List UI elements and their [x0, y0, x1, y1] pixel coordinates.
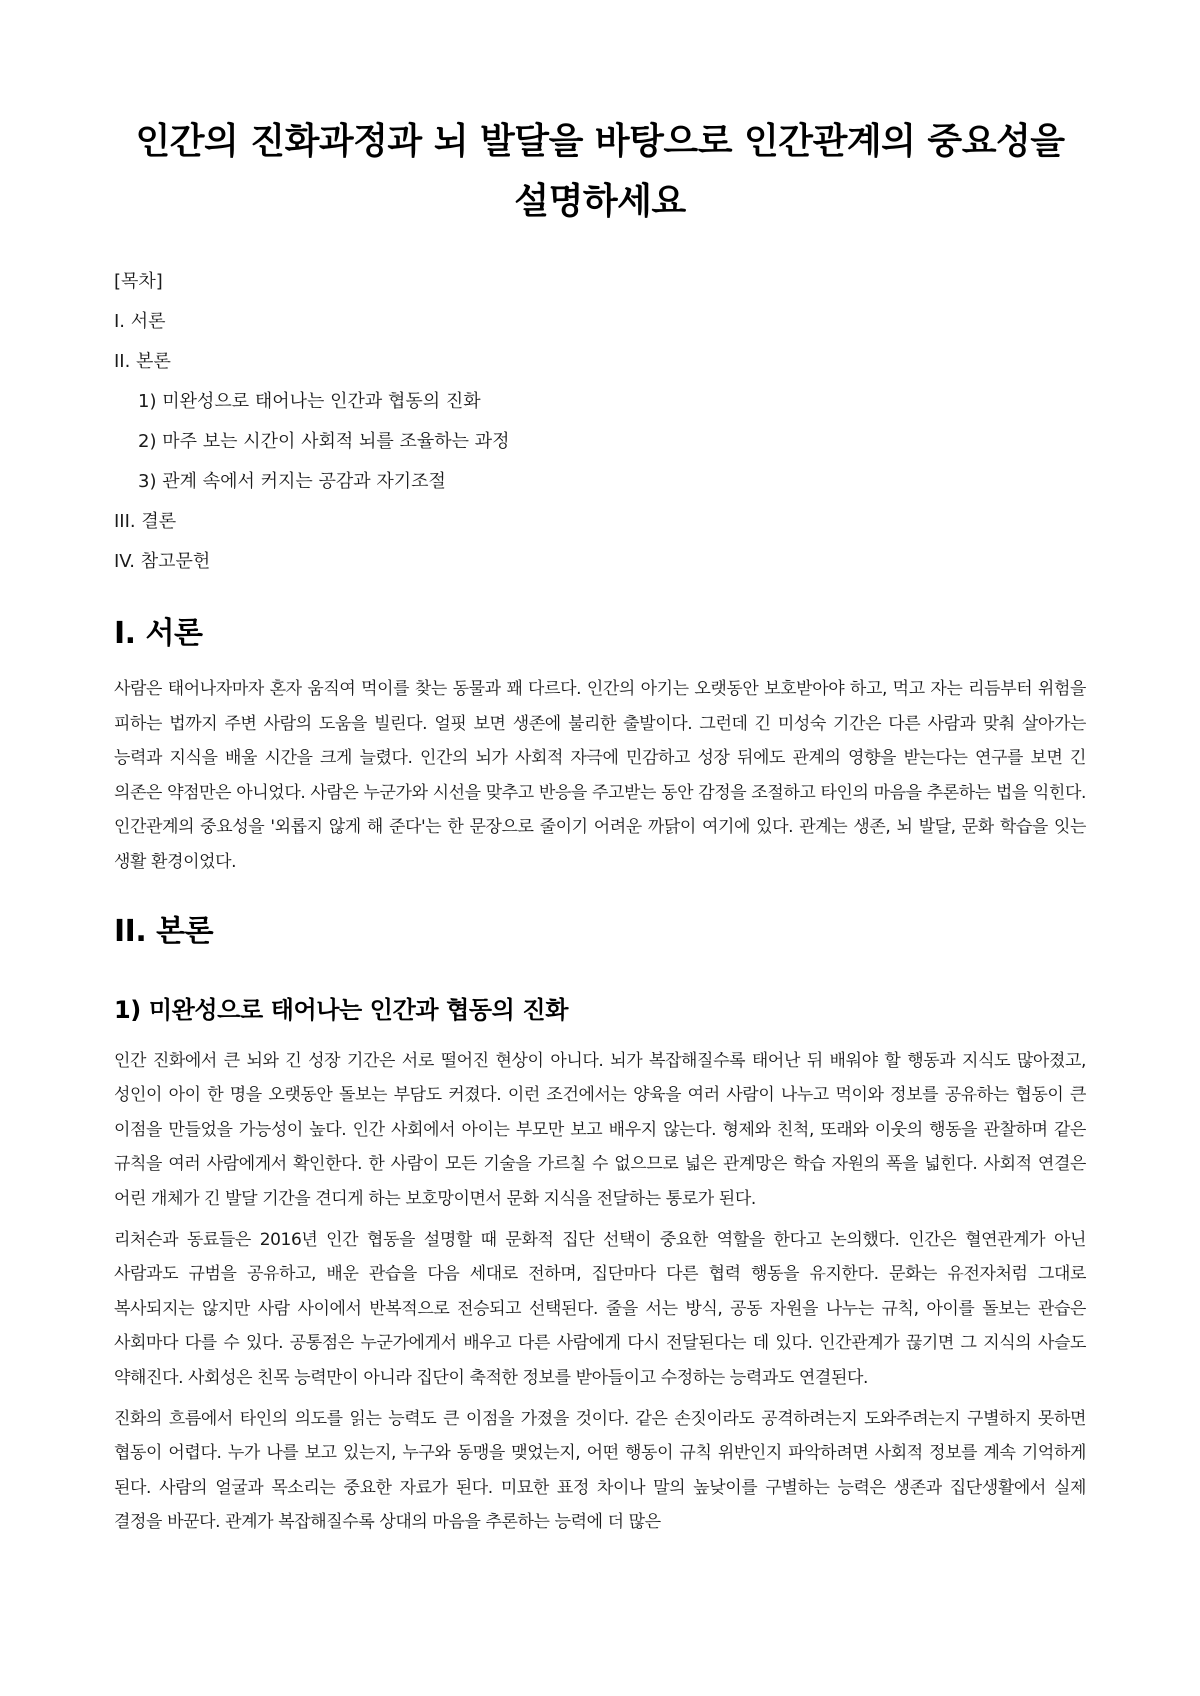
toc-item: IV. 참고문헌 — [114, 551, 211, 572]
section-heading-introduction: I. 서론 — [114, 616, 203, 651]
toc-heading: [목차] — [114, 271, 163, 292]
toc-item: II. 본론 — [114, 351, 171, 372]
subsection-heading: 1) 미완성으로 태어나는 인간과 협동의 진화 — [114, 995, 568, 1024]
toc-item: III. 결론 — [114, 511, 177, 532]
table-of-contents — [114, 262, 1086, 582]
section-heading-body: II. 본론 — [114, 913, 214, 949]
toc-subitem: 3) 관계 속에서 커지는 공감과 자기조절 — [138, 471, 446, 492]
body-paragraph: 인간 진화에서 큰 뇌와 긴 성장 기간은 서로 떨어진 현상이 아니다. 뇌가 복잡해질수록 태어난 뒤 배워야 할 행동과 지식도 많아졌고, 성인이 아이 한 명을 오랫동안 돌보는 부담도 커졌다. 이런 조건에서는 양육을 여러 사람이 나누고 먹이와 정보를 공유하는 협동이 큰 이점을 만들었을 가능성이 높다. 인간 사회에서 아이는 부모만 보고 배우지 않는다. 형제와 친척, 또래와 이웃의 행동을 관찰하며 같은 규칙을 여러 사람에게서 확인한다. 한 사람이 모든 기술을 가르칠 수 없으므로 넓은 관계망은 학습 자원의 폭을 넓힌다. 사회적 연결은 어린 개체가 긴 발달 기간을 견디게 하는 보호망이면서 문화 지식을 전달하는 통로가 된다. — [114, 1050, 1086, 1209]
document-title: 인간의 진화과정과 뇌 발달을 바탕으로 인간관계의 중요성을 설명하세요 — [135, 121, 1065, 222]
toc-subitem: 1) 미완성으로 태어나는 인간과 협동의 진화 — [138, 391, 481, 412]
body-paragraph: 진화의 흐름에서 타인의 의도를 읽는 능력도 큰 이점을 가졌을 것이다. 같은 손짓이라도 공격하려는지 도와주려는지 구별하지 못하면 협동이 어렵다. 누가 나를 보고 있는지, 누구와 동맹을 맺었는지, 어떤 행동이 규칙 위반인지 파악하려면 사회적 정보를 계속 기억하게 된다. 사람의 얼굴과 목소리는 중요한 자료가 된다. 미묘한 표정 차이나 말의 높낮이를 구별하는 능력은 생존과 집단생활에서 실제 결정을 바꾼다. 관계가 복잡해질수록 상대의 마음을 추론하는 능력에 더 많은 — [114, 1408, 1086, 1533]
introduction-paragraph: 사람은 태어나자마자 혼자 움직여 먹이를 찾는 동물과 꽤 다르다. 인간의 아기는 오랫동안 보호받아야 하고, 먹고 자는 리듬부터 위험을 피하는 법까지 주변 사람의 도움을 빌린다. 얼핏 보면 생존에 불리한 출발이다. 그런데 긴 미성숙 기간은 다른 사람과 맞춰 살아가는 능력과 지식을 배울 시간을 크게 늘렸다. 인간의 뇌가 사회적 자극에 민감하고 성장 뒤에도 관계의 영향을 받는다는 연구를 보면 긴 의존은 약점만은 아니었다. 사람은 누군가와 시선을 맞추고 반응을 주고받는 동안 감정을 조절하고 타인의 마음을 추론하는 법을 익힌다. 인간관계의 중요성을 '외롭지 않게 해 준다'는 한 문장으로 줄이기 어려운 까닭이 여기에 있다. 관계는 생존, 뇌 발달, 문화 학습을 잇는 생활 환경이었다. — [114, 679, 1087, 872]
body-paragraph: 리처슨과 동료들은 2016년 인간 협동을 설명할 때 문화적 집단 선택이 중요한 역할을 한다고 논의했다. 인간은 혈연관계가 아닌 사람과도 규범을 공유하고, 배운 관습을 다음 세대로 전하며, 집단마다 다른 협력 행동을 유지한다. 문화는 유전자처럼 그대로 복사되지는 않지만 사람 사이에서 반복적으로 전승되고 선택된다. 줄을 서는 방식, 공동 자원을 나누는 규칙, 아이를 돌보는 관습은 사회마다 다를 수 있다. 공통점은 누군가에게서 배우고 다른 사람에게 다시 전달된다는 데 있다. 인간관계가 끊기면 그 지식의 사슬도 약해진다. 사회성은 친목 능력만이 아니라 집단이 축적한 정보를 받아들이고 수정하는 능력과도 연결된다. — [114, 1229, 1086, 1388]
toc-item: I. 서론 — [114, 311, 166, 332]
toc-subitem: 2) 마주 보는 시간이 사회적 뇌를 조율하는 과정 — [138, 431, 510, 452]
